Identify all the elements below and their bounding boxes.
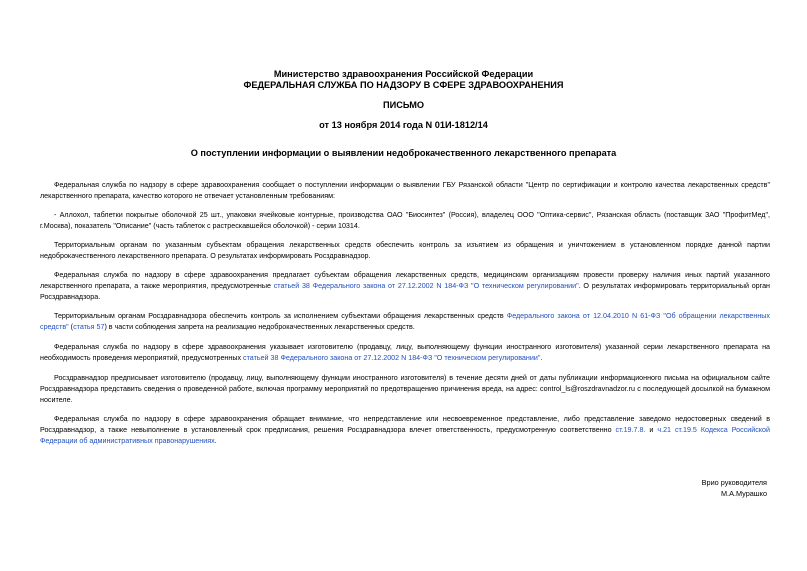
paragraph-5-text-a: Территориальным органам Росздравнадзора обеспечить контроль за исполнением субъектами обращения лекарственных средств <box>54 312 507 320</box>
paragraph-8-text-mid: и <box>645 426 658 434</box>
paragraph-4-text-a: Федеральная служба по надзору в сфере здравоохранения предлагает субъектам обращения лекарственных средств, медицинским организациям провести проверку наличия иных партий указанного лекарственного препарата, а также мероприятия, предусмотренные <box>40 271 770 290</box>
link-article-38-tech-regulation-2[interactable]: статьей 38 Федерального закона от 27.12.2002 N 184-ФЗ "О техническом регулировании" <box>243 354 541 362</box>
paragraph-3: Территориальным органам по указанным субъектам обращения лекарственных средств обеспечить контроль за изъятием из обращения и уничтожением в установленном порядке данной партии недоброкачественного лекарственного препарата. О результатах информировать Росздравнадзор. <box>40 241 770 260</box>
paragraph-2: - Аллохол, таблетки покрытые оболочкой 25 шт., упаковки ячейковые контурные, производства ОАО "Биосинтез" (Россия), владелец ООО "Оптика-сервис", Рязанская область (поставщик ЗАО "ПрофитМед", г.Москва), показатель "Описание" (часть таблеток с растрескавшейся оболочкой) - серии 10314. <box>40 211 770 230</box>
document-date-number: от 13 ноября 2014 года N 01И-1812/14 <box>319 120 488 130</box>
paragraph-6-text-b: . <box>540 354 543 362</box>
paragraph-5-text-b: ) в части соблюдения запрета на реализацию недоброкачественных лекарственных средств. <box>104 323 415 331</box>
document-subject: О поступлении информации о выявлении недоброкачественного лекарственного препарата <box>190 148 617 158</box>
agency-title: ФЕДЕРАЛЬНАЯ СЛУЖБА ПО НАДЗОРУ В СФЕРЕ ЗДРАВООХРАНЕНИЯ <box>243 80 564 90</box>
signature-position: Врио руководителя <box>701 478 767 487</box>
link-article-38-tech-regulation[interactable]: статьей 38 Федерального закона от 27.12.2002 N 184-ФЗ "О техническом регулировании" <box>273 282 579 290</box>
paragraph-8 <box>40 414 770 447</box>
paragraph-7: Росздравнадзор предписывает изготовителю (продавцу, лицу, выполняющему функции иностранного изготовителя) в течение десяти дней от даты публикации информационного письма на официальном сайте Росздравнадзора представить сведения о проведенной работе, включая программу мероприятий по предотвращению причинения вреда, на адрес: control_ls@roszdravnadzor.ru с последующей досылкой на бумажном носителе. <box>40 374 770 404</box>
paragraph-5 <box>40 311 770 333</box>
ministry-title: Министерство здравоохранения Российской Федерации <box>273 69 534 79</box>
link-article-57[interactable]: статья 57 <box>73 323 105 331</box>
link-koap-article-19-5[interactable]: ч.21 ст.19.5 Кодекса Российской Федерации об административных правонарушениях <box>40 426 770 445</box>
document-type: ПИСЬМО <box>382 100 425 110</box>
paragraph-8-text-a: Федеральная служба по надзору в сфере здравоохранения обращает внимание, что непредставление или несвоевременное представление, либо представление заведомо недостоверных сведений в Росздравнадзор, а также невыполнение в установленный срок предписания, решения Росздравнадзора влечет ответственность, предусмотренную соответственно <box>40 415 770 434</box>
signature-name: М.А.Мурашко <box>720 489 767 498</box>
link-federal-law-61[interactable]: Федерального закона от 12.04.2010 N 61-ФЗ "Об обращении лекарственных средств" <box>40 312 770 331</box>
paragraph-5-text-mid: ( <box>68 323 74 331</box>
paragraph-1: Федеральная служба по надзору в сфере здравоохранения сообщает о поступлении информации о выявлении ГБУ Рязанской области "Центр по сертификации и контролю качества лекарственных средств" лекарственного препарата, качество которого не отвечает установленным требованиям: <box>40 181 770 200</box>
link-article-19-7-8[interactable]: ст.19.7.8. <box>615 426 646 434</box>
paragraph-6 <box>40 342 770 364</box>
paragraph-4 <box>40 270 770 303</box>
paragraph-6-text-a: Федеральная служба по надзору в сфере здравоохранения указывает изготовителю (продавцу, лицу, выполняющему функции иностранного изготовителя) указанной серии лекарственного препарата на необходимость проведения мероприятий, предусмотренных <box>40 343 770 362</box>
paragraph-8-text-b: . <box>214 437 217 445</box>
paragraph-4-text-b: . О результатах информировать территориальный орган Росздравнадзора. <box>40 282 770 301</box>
